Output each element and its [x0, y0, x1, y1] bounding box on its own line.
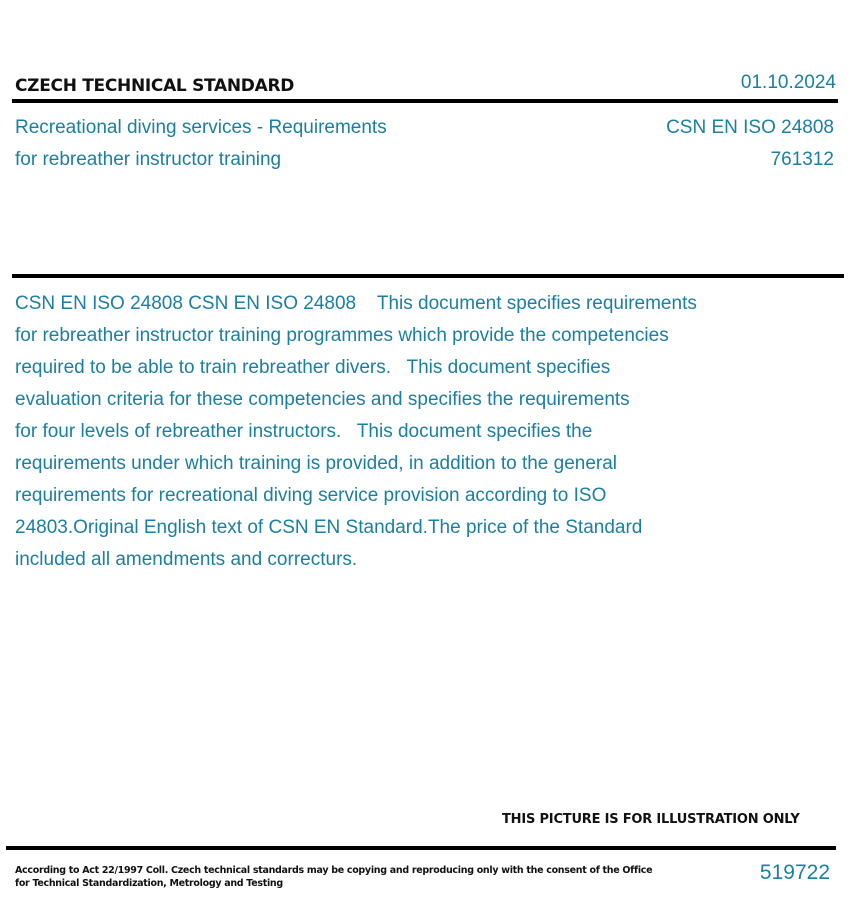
illustration-notice: THIS PICTURE IS FOR ILLUSTRATION ONLY [502, 812, 800, 827]
legal-notice-line-1: According to Act 22/1997 Coll. Czech technical standards may be copying and reproducing only with the consent of the Office [15, 865, 653, 876]
header-divider [12, 99, 838, 103]
footer-divider [6, 846, 836, 850]
standard-title-line-2: for rebreather instructor training [15, 149, 282, 170]
document-type-heading: CZECH TECHNICAL STANDARD [15, 76, 295, 96]
standard-code: CSN EN ISO 24808 [666, 117, 834, 138]
publication-date: 01.10.2024 [740, 72, 836, 93]
catalog-number: 519722 [759, 861, 830, 884]
class-number: 761312 [770, 149, 834, 170]
legal-notice [15, 864, 653, 890]
legal-notice-line-2: for Technical Standardization, Metrology and Testing [15, 878, 283, 889]
standard-title-line-1: Recreational diving services - Requirements [15, 117, 387, 138]
abstract-divider [12, 274, 844, 278]
abstract-text: CSN EN ISO 24808 CSN EN ISO 24808 This document specifies requirements for rebreather instructor training programmes which provide the competencies required to be able to train rebreather divers. This document specifies evaluation criteria for these competencies and specifies the requirements for four levels of rebreather instructors. This document specifies the requirements under which training is provided, in addition to the general requirements for recreational diving service provision according to ISO 24803.Original English text of CSN EN Standard.The price of the Standard included all amendments and correcturs. [15, 293, 697, 570]
